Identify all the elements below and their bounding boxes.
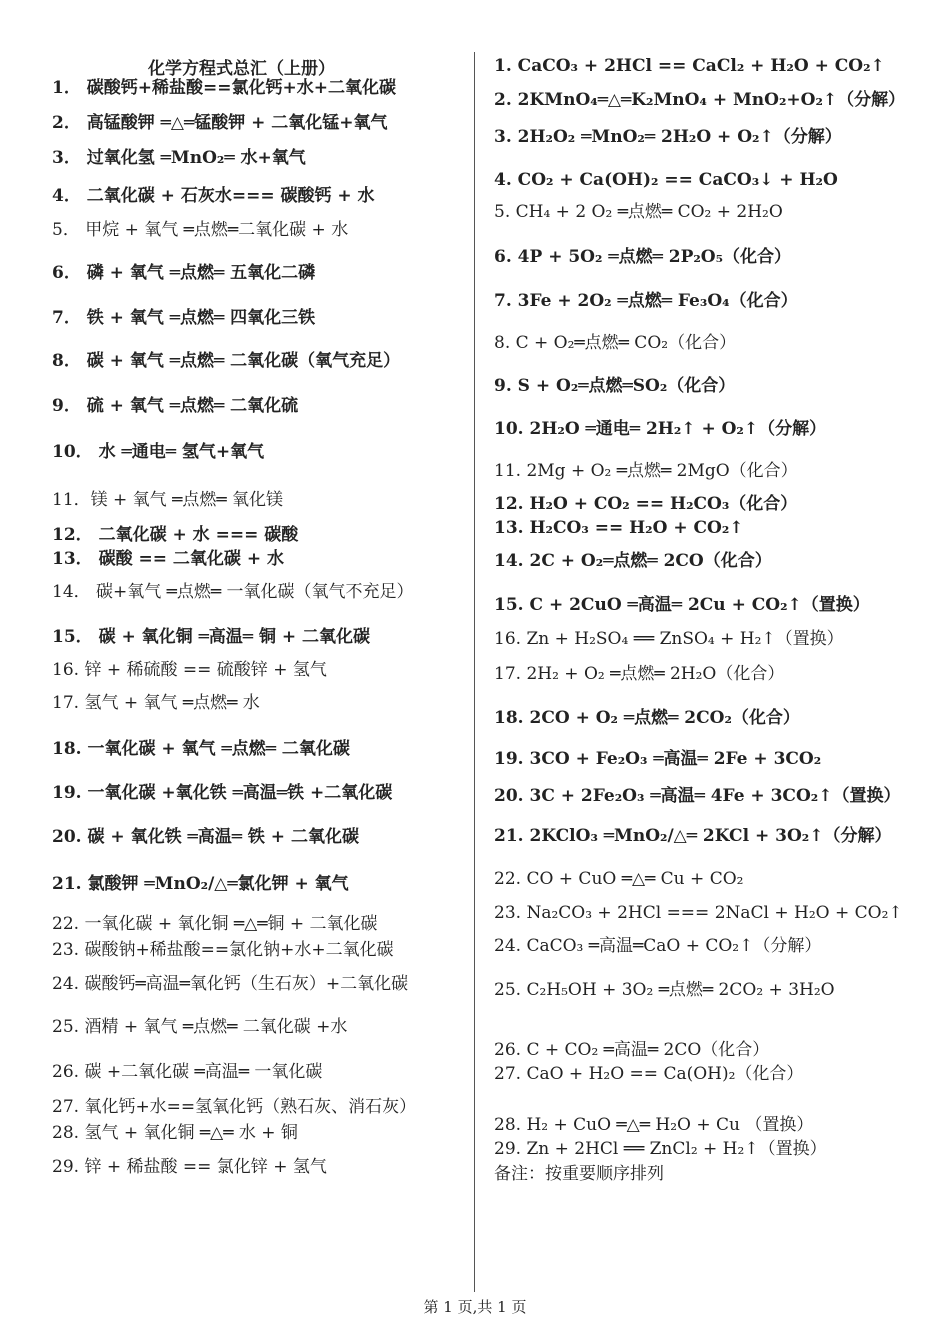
right-equation-4: 4. CO₂ + Ca(OH)₂ == CaCO₃↓ + H₂O xyxy=(494,170,838,190)
right-equation-20: 20. 3C + 2Fe₂O₃ ═高温═ 4Fe + 3CO₂↑（置换） xyxy=(494,786,901,806)
right-equation-14: 14. 2C + O₂═点燃═ 2CO（化合） xyxy=(494,551,772,571)
left-equation-3: 3． 过氧化氢 ═MnO₂═ 水+氧气 xyxy=(52,148,306,168)
left-equation-13: 13． 碳酸 == 二氧化碳 + 水 xyxy=(52,549,284,569)
right-equation-16: 16. Zn + H₂SO₄ ══ ZnSO₄ + H₂↑（置换） xyxy=(494,629,844,649)
left-equation-8: 8． 碳 + 氧气 ═点燃═ 二氧化碳（氧气充足） xyxy=(52,351,401,371)
right-equation-7: 7. 3Fe + 2O₂ ═点燃═ Fe₃O₄（化合） xyxy=(494,291,798,311)
left-equation-10: 10． 水 ═通电═ 氢气+氧气 xyxy=(52,442,265,462)
right-equation-27: 27. CaO + H₂O == Ca(OH)₂（化合） xyxy=(494,1064,804,1084)
right-equation-29: 29. Zn + 2HCl ══ ZnCl₂ + H₂↑（置换） xyxy=(494,1139,827,1159)
right-equation-8: 8. C + O₂═点燃═ CO₂（化合） xyxy=(494,333,737,353)
left-equation-21: 21. 氯酸钾 ═MnO₂/△═氯化钾 + 氧气 xyxy=(52,874,349,894)
right-equation-23: 23. Na₂CO₃ + 2HCl === 2NaCl + H₂O + CO₂↑ xyxy=(494,903,903,923)
left-equation-19: 19. 一氧化碳 +氧化铁 ═高温═铁 +二氧化碳 xyxy=(52,783,393,803)
right-equation-1: 1. CaCO₃ + 2HCl == CaCl₂ + H₂O + CO₂↑ xyxy=(494,56,885,76)
left-equation-12: 12． 二氧化碳 + 水 === 碳酸 xyxy=(52,525,299,545)
right-equation-19: 19. 3CO + Fe₂O₃ ═高温═ 2Fe + 3CO₂ xyxy=(494,749,822,769)
right-equation-10: 10. 2H₂O ═通电═ 2H₂↑ + O₂↑（分解） xyxy=(494,419,827,439)
left-equation-16: 16. 锌 + 稀硫酸 == 硫酸锌 + 氢气 xyxy=(52,660,327,680)
left-equation-22: 22. 一氧化碳 + 氧化铜 ═△═铜 + 二氧化碳 xyxy=(52,914,378,934)
left-equation-1: 1． 碳酸钙+稀盐酸==氯化钙+水+二氧化碳 xyxy=(52,78,396,98)
right-equation-30: 备注：按重要顺序排列 xyxy=(494,1164,664,1184)
right-equation-22: 22. CO + CuO ═△═ Cu + CO₂ xyxy=(494,869,744,889)
right-equation-26: 26. C + CO₂ ═高温═ 2CO（化合） xyxy=(494,1040,770,1060)
right-equation-6: 6. 4P + 5O₂ ═点燃═ 2P₂O₅（化合） xyxy=(494,247,792,267)
left-equation-2: 2． 高锰酸钾 ═△═锰酸钾 + 二氧化锰+氧气 xyxy=(52,113,388,133)
right-equation-24: 24. CaCO₃ ═高温═CaO + CO₂↑（分解） xyxy=(494,936,822,956)
right-equation-21: 21. 2KClO₃ ═MnO₂/△═ 2KCl + 3O₂↑（分解） xyxy=(494,826,892,846)
left-equation-9: 9． 硫 + 氧气 ═点燃═ 二氧化硫 xyxy=(52,396,299,416)
right-equation-18: 18. 2CO + O₂ ═点燃═ 2CO₂（化合） xyxy=(494,708,800,728)
right-equation-25: 25. C₂H₅OH + 3O₂ ═点燃═ 2CO₂ + 3H₂O xyxy=(494,980,835,1000)
left-equation-15: 15． 碳 + 氧化铜 ═高温═ 铜 + 二氧化碳 xyxy=(52,627,371,647)
right-equation-17: 17. 2H₂ + O₂ ═点燃═ 2H₂O（化合） xyxy=(494,664,785,684)
left-equation-20: 20. 碳 + 氧化铁 ═高温═ 铁 + 二氧化碳 xyxy=(52,827,359,847)
page-footer: 第 1 页,共 1 页 xyxy=(423,1298,527,1316)
right-equation-9: 9. S + O₂═点燃═SO₂（化合） xyxy=(494,376,736,396)
left-equation-27: 27. 氧化钙+水==氢氧化钙（熟石灰、消石灰） xyxy=(52,1097,417,1117)
right-equation-2: 2. 2KMnO₄═△═K₂MnO₄ + MnO₂+O₂↑（分解） xyxy=(494,90,906,110)
right-equation-15: 15. C + 2CuO ═高温═ 2Cu + CO₂↑（置换） xyxy=(494,595,870,615)
page-title: 化学方程式总汇（上册） xyxy=(148,59,335,79)
right-equation-12: 12. H₂O + CO₂ == H₂CO₃（化合） xyxy=(494,494,798,514)
left-equation-5: 5． 甲烷 + 氧气 ═点燃═二氧化碳 + 水 xyxy=(52,220,349,240)
left-equation-25: 25. 酒精 + 氧气 ═点燃═ 二氧化碳 +水 xyxy=(52,1017,348,1037)
left-equation-6: 6． 磷 + 氧气 ═点燃═ 五氧化二磷 xyxy=(52,263,316,283)
right-equation-28: 28. H₂ + CuO ═△═ H₂O + Cu （置换） xyxy=(494,1115,814,1135)
left-equation-17: 17. 氢气 + 氧气 ═点燃═ 水 xyxy=(52,693,260,713)
left-equation-23: 23. 碳酸钠+稀盐酸==氯化钠+水+二氧化碳 xyxy=(52,940,394,960)
left-equation-11: 11．镁 + 氧气 ═点燃═ 氧化镁 xyxy=(52,490,283,510)
left-equation-28: 28. 氢气 + 氧化铜 ═△═ 水 + 铜 xyxy=(52,1123,298,1143)
left-equation-18: 18. 一氧化碳 + 氧气 ═点燃═ 二氧化碳 xyxy=(52,739,350,759)
left-equation-4: 4． 二氧化碳 + 石灰水=== 碳酸钙 + 水 xyxy=(52,186,375,206)
right-equation-5: 5. CH₄ + 2 O₂ ═点燃═ CO₂ + 2H₂O xyxy=(494,202,783,222)
right-equation-13: 13. H₂CO₃ == H₂O + CO₂↑ xyxy=(494,518,744,538)
left-equation-24: 24. 碳酸钙═高温═氧化钙（生石灰）+二氧化碳 xyxy=(52,974,409,994)
column-divider xyxy=(474,52,475,1292)
left-equation-29: 29. 锌 + 稀盐酸 == 氯化锌 + 氢气 xyxy=(52,1157,327,1177)
left-equation-14: 14． 碳+氧气 ═点燃═ 一氧化碳（氧气不充足） xyxy=(52,582,414,602)
left-equation-7: 7． 铁 + 氧气 ═点燃═ 四氧化三铁 xyxy=(52,308,316,328)
right-equation-3: 3. 2H₂O₂ ═MnO₂═ 2H₂O + O₂↑（分解） xyxy=(494,127,842,147)
left-equation-26: 26. 碳 +二氧化碳 ═高温═ 一氧化碳 xyxy=(52,1062,323,1082)
right-equation-11: 11. 2Mg + O₂ ═点燃═ 2MgO（化合） xyxy=(494,461,798,481)
